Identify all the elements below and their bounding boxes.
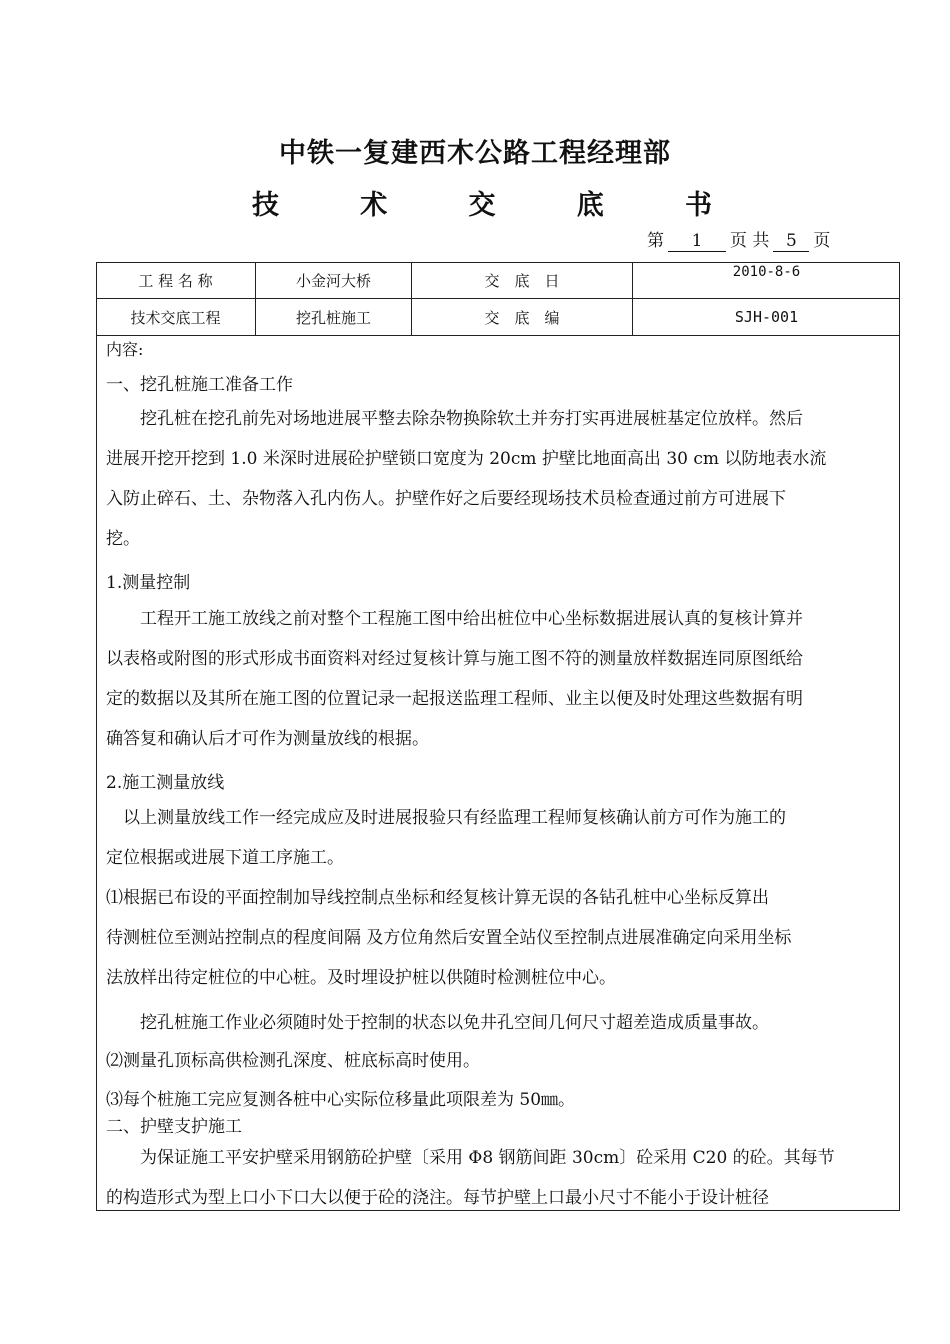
page-current: 1 xyxy=(668,231,726,252)
text-line: 待测桩位至测站控制点的程度间隔 及方位角然后安置全站仪至控制点进展准确定向采用坐标 xyxy=(106,928,792,948)
paragraph xyxy=(106,399,826,559)
text-line: 以表格或附图的形式形成书面资料对经过复核计算与施工图不符的测量放样数据连同原图纸给 xyxy=(106,649,803,669)
paragraph: 挖孔桩施工作业必须随时处于控制的状态以免井孔空间几何尺寸超差造成质量事故。 xyxy=(106,1013,769,1033)
sub-heading: 1.测量控制 xyxy=(106,573,191,593)
section-heading: 一、挖孔桩施工准备工作 xyxy=(106,375,293,395)
technical-item-value: 挖孔桩施工 xyxy=(295,308,371,327)
text-line: 进展开挖开挖到 1.0 米深时进展砼护壁锁口宽度为 20cm 护壁比地面高出 30 cm 以防地表水流 xyxy=(106,449,827,469)
page-prefix: 第 xyxy=(647,231,664,251)
document-title: 中铁一复建西木公路工程经理部 xyxy=(279,138,671,169)
paragraph: ⑵测量孔顶标高供检测孔深度、桩底标高时使用。 xyxy=(106,1051,480,1071)
section-heading: 二、护壁支护施工 xyxy=(106,1117,242,1137)
subtitle-char: 术 xyxy=(360,190,388,221)
document-subtitle xyxy=(252,183,712,222)
text-line: 挖。 xyxy=(106,529,140,549)
project-name-label: 工 程 名 称 xyxy=(138,271,213,290)
text-line: 为保证施工平安护壁采用钢筋砼护壁〔采用 Φ8 钢筋间距 30cm〕砼采用 C20 的砼。其每节 xyxy=(106,1148,835,1168)
page-number xyxy=(647,226,830,252)
page-suffix: 页 xyxy=(813,231,831,251)
text-line: 的构造形式为型上口小下口大以便于砼的浇注。每节护壁上口最小尺寸不能小于设计桩径 xyxy=(106,1188,769,1208)
sub-heading: 2.施工测量放线 xyxy=(106,773,225,793)
disclosure-date-value: 2010-8-6 xyxy=(732,264,801,280)
paragraph xyxy=(106,599,803,759)
paragraph xyxy=(106,1138,835,1218)
text-line: 以上测量放线工作一经完成应及时进展报验只有经监理工程师复核确认前方可作为施工的 xyxy=(106,808,786,828)
subtitle-char: 交 xyxy=(468,190,496,221)
content-label: 内容: xyxy=(106,340,144,359)
text-line: 定的数据以及其所在施工图的位置记录一起报送监理工程师、业主以便及时处理这些数据有明 xyxy=(106,689,803,709)
disclosure-number-label: 交 底 编 xyxy=(484,308,560,327)
paragraph xyxy=(106,878,791,998)
text-line: 定位根据或进展下道工序施工。 xyxy=(106,848,344,868)
technical-item-label: 技术交底工程 xyxy=(130,308,221,327)
text-line: ⑴根据已布设的平面控制加导线控制点坐标和经复核计算无误的各钻孔桩中心坐标反算出 xyxy=(106,888,769,908)
text-line: 确答复和确认后才可作为测量放线的根据。 xyxy=(106,729,429,749)
text-line: 法放样出待定桩位的中心桩。及时埋设护桩以供随时检测桩位中心。 xyxy=(106,968,616,988)
page-mid: 页 共 xyxy=(730,231,770,251)
page-total: 5 xyxy=(773,231,809,252)
text-line: 挖孔桩在挖孔前先对场地进展平整去除杂物换除软土并夯打实再进展桩基定位放样。然后 xyxy=(106,409,803,429)
text-line: 工程开工施工放线之前对整个工程施工图中给出桩位中心坐标数据进展认真的复核计算并 xyxy=(106,609,803,629)
subtitle-char: 书 xyxy=(685,190,712,221)
disclosure-number-value: SJH-001 xyxy=(734,308,799,326)
project-name-value: 小金河大桥 xyxy=(295,271,371,290)
subtitle-char: 底 xyxy=(576,190,604,221)
text-line: 入防止碎石、土、杂物落入孔内伤人。护壁作好之后要经现场技术员检查通过前方可进展下 xyxy=(106,489,786,509)
paragraph xyxy=(106,798,786,878)
paragraph: ⑶每个桩施工完应复测各桩中心实际位移量此项限差为 50㎜。 xyxy=(106,1090,576,1110)
table-divider xyxy=(96,335,900,336)
subtitle-char: 技 xyxy=(252,190,279,221)
disclosure-date-label: 交 底 日 xyxy=(484,271,560,290)
